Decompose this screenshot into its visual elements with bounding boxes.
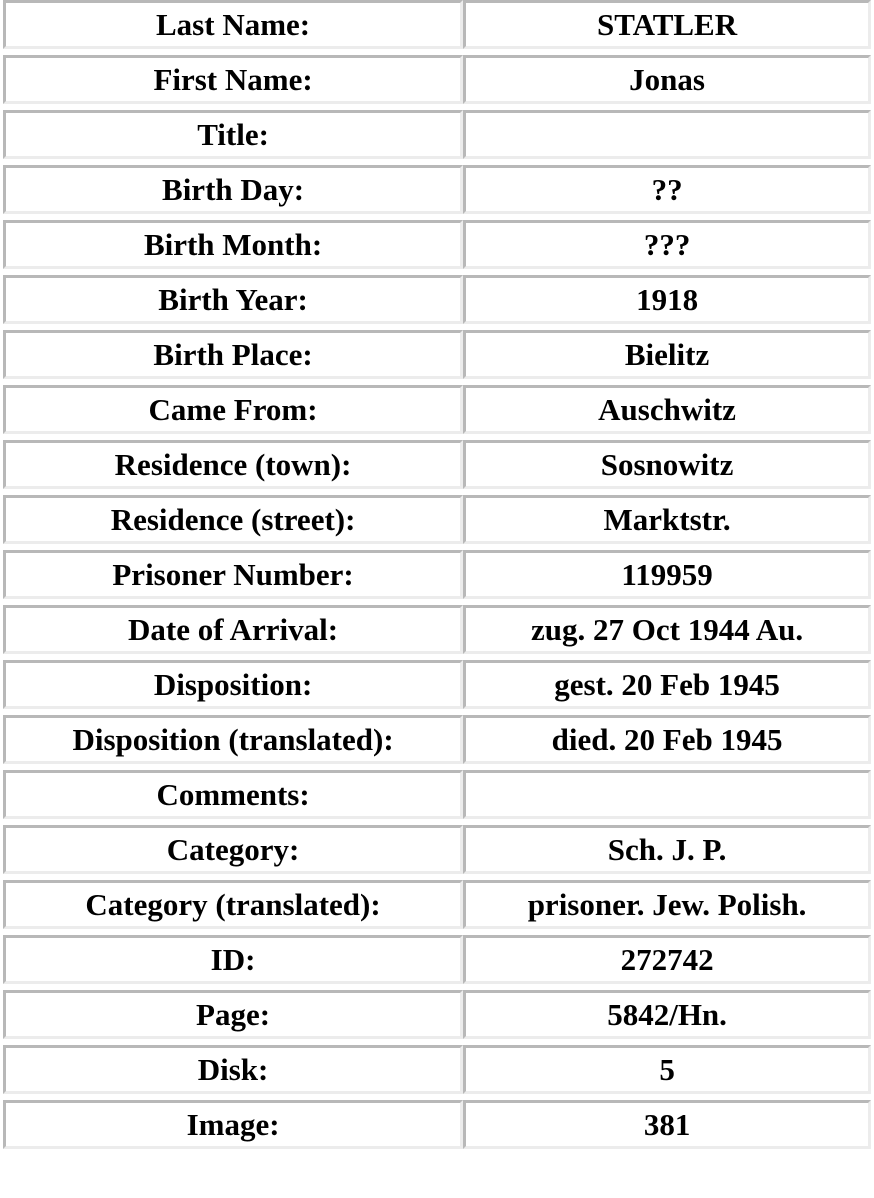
field-label: Title: [3, 110, 463, 159]
table-row [3, 165, 871, 214]
field-value: Sch. J. P. [463, 825, 871, 874]
table-row [3, 605, 871, 654]
field-label: Came From: [3, 385, 463, 434]
field-label: Last Name: [3, 0, 463, 49]
table-row [3, 770, 871, 819]
field-value: Bielitz [463, 330, 871, 379]
field-label: Date of Arrival: [3, 605, 463, 654]
field-value: 381 [463, 1100, 871, 1149]
table-row [3, 660, 871, 709]
table-row [3, 55, 871, 104]
field-value: 119959 [463, 550, 871, 599]
table-row [3, 880, 871, 929]
table-row [3, 275, 871, 324]
field-label: Birth Month: [3, 220, 463, 269]
table-row [3, 495, 871, 544]
table-row [3, 110, 871, 159]
field-label: Page: [3, 990, 463, 1039]
field-label: Disposition: [3, 660, 463, 709]
field-value: STATLER [463, 0, 871, 49]
table-row [3, 825, 871, 874]
field-value: gest. 20 Feb 1945 [463, 660, 871, 709]
field-label: Prisoner Number: [3, 550, 463, 599]
table-row [3, 220, 871, 269]
table-row [3, 440, 871, 489]
table-row [3, 935, 871, 984]
table-row [3, 330, 871, 379]
field-label: Image: [3, 1100, 463, 1149]
field-value: prisoner. Jew. Polish. [463, 880, 871, 929]
record-rows [3, 0, 871, 1149]
field-value: Auschwitz [463, 385, 871, 434]
prisoner-record-table [3, 0, 871, 1149]
field-label: Residence (town): [3, 440, 463, 489]
field-value: Jonas [463, 55, 871, 104]
field-value: zug. 27 Oct 1944 Au. [463, 605, 871, 654]
table-row [3, 550, 871, 599]
field-value: Marktstr. [463, 495, 871, 544]
field-value [463, 110, 871, 159]
field-value: 272742 [463, 935, 871, 984]
field-label: First Name: [3, 55, 463, 104]
field-value: 5 [463, 1045, 871, 1094]
field-label: Residence (street): [3, 495, 463, 544]
table-row [3, 1045, 871, 1094]
field-value: 1918 [463, 275, 871, 324]
field-label: Category: [3, 825, 463, 874]
field-label: Birth Day: [3, 165, 463, 214]
field-label: Birth Year: [3, 275, 463, 324]
field-value: ??? [463, 220, 871, 269]
field-label: Disposition (translated): [3, 715, 463, 764]
field-label: Birth Place: [3, 330, 463, 379]
table-row [3, 385, 871, 434]
field-value [463, 770, 871, 819]
field-value: ?? [463, 165, 871, 214]
field-value: 5842/Hn. [463, 990, 871, 1039]
field-label: Disk: [3, 1045, 463, 1094]
field-label: Category (translated): [3, 880, 463, 929]
field-label: ID: [3, 935, 463, 984]
table-row [3, 0, 871, 49]
field-value: Sosnowitz [463, 440, 871, 489]
table-row [3, 1100, 871, 1149]
table-row [3, 990, 871, 1039]
field-label: Comments: [3, 770, 463, 819]
table-row [3, 715, 871, 764]
field-value: died. 20 Feb 1945 [463, 715, 871, 764]
